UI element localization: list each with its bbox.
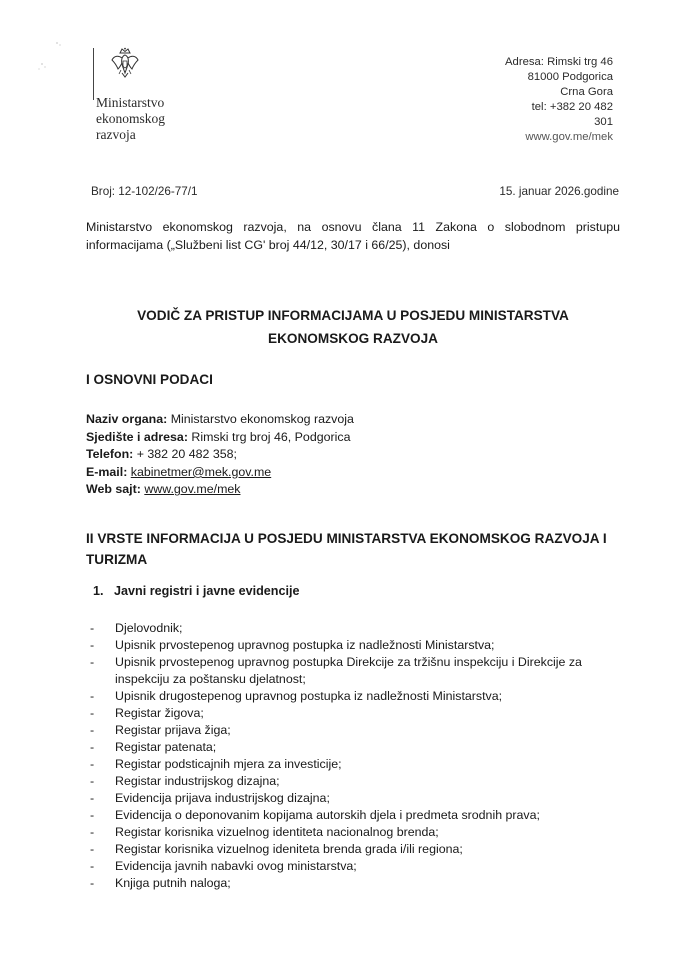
ministry-name-line: Ministarstvo [96,95,165,110]
subsection-heading [93,584,300,598]
registers-list [90,620,630,892]
list-item: - Registar korisnika vizuelnog ideniteta brenda grada i/ili regiona; [90,842,463,856]
info-row-address: Sjedište i adresa: Rimski trg broj 46, Podgorica [86,429,351,444]
list-item: - Registar podsticajnih mjera za investicije; [90,757,342,771]
logo-divider [93,48,94,100]
ministry-name-line: razvoja [96,127,136,142]
list-item: - Registar prijava žiga; [90,723,231,737]
email-link[interactable]: kabinetmer@mek.gov.me [130,464,272,479]
subsection-title: Javni registri i javne evidencije [114,584,300,598]
coat-of-arms-icon [110,47,140,87]
list-item: - Upisnik prvostepenog upravnog postupka Direkcije za tržišnu inspekciju i Direkcije za inspekciju za poštansku djelatnost; [90,655,582,686]
list-item: - Evidencija prijava industrijskog dizajna; [90,791,330,805]
contact-address-block [505,55,613,145]
list-item: - Upisnik prvostepenog upravnog postupka iz nadležnosti Ministarstva; [90,638,495,652]
list-item: - Djelovodnik; [90,621,183,635]
info-row-email: E-mail: kabinetmer@mek.gov.me [86,464,272,479]
info-label: Naziv organa [86,412,164,426]
list-item: - Registar žigova; [90,706,204,720]
scan-specks [30,40,70,80]
address-line: Adresa: Rimski trg 46 [505,56,613,68]
basic-info-block [86,411,354,499]
address-line: tel: +382 20 482 [531,101,613,113]
info-row-website: Web sajt: www.gov.me/mek [86,482,241,497]
address-line: 81000 Podgorica [527,71,613,83]
ministry-logo [93,44,203,144]
list-item: - Registar industrijskog dizajna; [90,774,280,788]
list-item: - Evidencija javnih nabavki ovog ministarstva; [90,859,357,873]
info-value: Rimski trg broj 46, Podgorica [191,429,351,444]
info-row-phone: Telefon: + 382 20 482 358; [86,447,237,462]
info-label: Web sajt [86,482,137,497]
section-heading-information-types: II VRSTE INFORMACIJA U POSJEDU MINISTARSTVA EKONOMSKOG RAZVOJA I TURIZMA [86,531,607,567]
info-label: E-mail [86,464,124,479]
title-line: VODIČ ZA PRISTUP INFORMACIJAMA U POSJEDU MINISTARSTVA [137,308,569,323]
header-website: www.gov.me/mek [525,131,613,143]
info-label: Sjedište i adresa [86,429,184,444]
reference-number: Broj: 12-102/26-77/1 [91,185,198,198]
document-title [86,304,620,350]
info-label: Telefon [86,447,130,462]
info-row-name: Naziv organa: Ministarstvo ekonomskog razvoja [86,412,354,426]
address-line: 301 [594,116,613,128]
list-item: - Registar patenata; [90,740,217,754]
ministry-name-line: ekonomskog [96,111,165,126]
list-item: - Knjiga putnih naloga; [90,876,231,890]
title-line: EKONOMSKOG RAZVOJA [268,331,438,346]
document-date: 15. januar 2026.godine [499,185,619,198]
intro-paragraph: Ministarstvo ekonomskog razvoja, na osnovu člana 11 Zakona o slobodnom pristupu informacijama („Službeni list CG' broj 44/12, 30/17 i 66/25), donosi [86,220,620,252]
website-link[interactable]: www.gov.me/mek [144,482,241,497]
subsection-number: 1. [93,584,104,598]
list-item: - Registar korisnika vizuelnog identiteta nacionalnog brenda; [90,825,439,839]
list-item: - Evidencija o deponovanim kopijama autorskih djela i predmeta srodnih prava; [90,808,540,822]
list-item: - Upisnik drugostepenog upravnog postupka iz nadležnosti Ministarstva; [90,689,503,703]
section-heading-basic-data: I OSNOVNI PODACI [86,372,213,387]
info-value: Ministarstvo ekonomskog razvoja [170,412,354,426]
info-value: + 382 20 482 358; [136,447,237,462]
ministry-name [96,95,216,143]
address-line: Crna Gora [560,86,613,98]
